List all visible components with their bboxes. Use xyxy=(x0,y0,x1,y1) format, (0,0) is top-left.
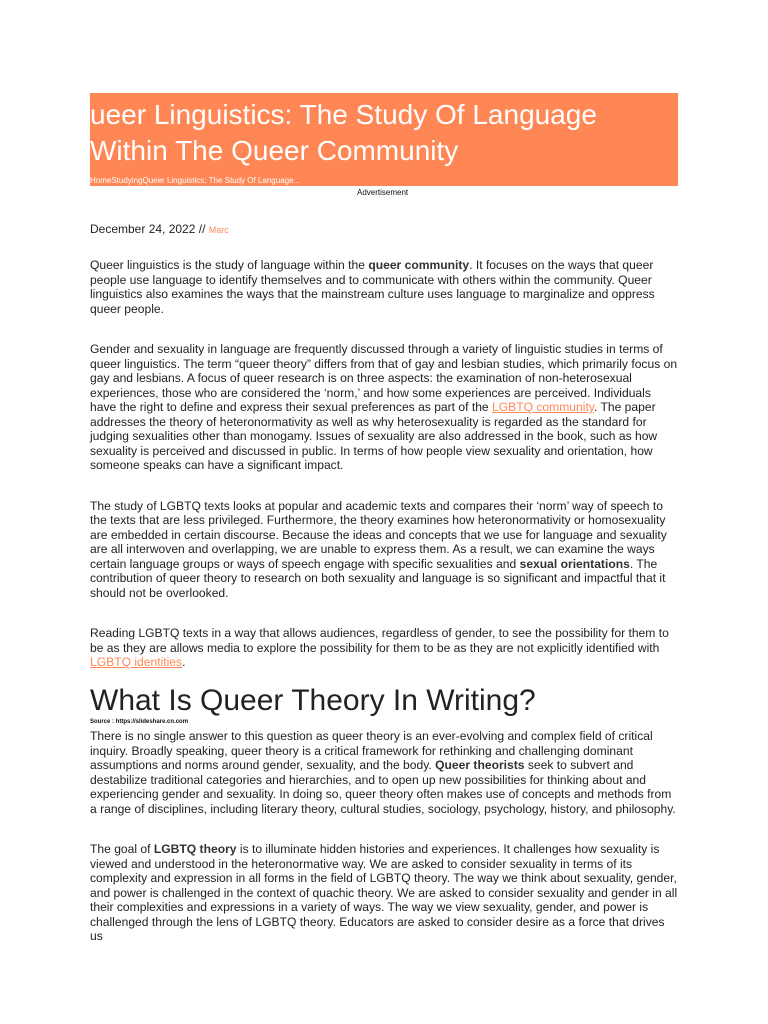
bold-term: queer community xyxy=(368,258,470,272)
paragraph-text: Queer linguistics is the study of language within the xyxy=(90,258,369,272)
paragraph-text: seek to subvert and destabilize traditional categories and hierarchies, and to open up new possibilities for thinking about and experiencing gender and sexuality. In doing so, queer theory often makes use of concepts and methods from a range of disciplines, including literary theory, cultural studies, sociology, psychology, history, and philosophy. xyxy=(90,758,676,816)
paragraph-text: . The contribution of queer theory to research on both sexuality and language is so significant and impactful that it should not be overlooked. xyxy=(90,556,666,600)
paragraph-text: . It focuses on the ways that queer people use language to identify themselves and to communicate with others within the community. Queer linguistics also examines the ways that the mainstream culture uses language to marginalize and oppress queer people. xyxy=(90,258,655,316)
author-link[interactable]: Marc xyxy=(208,225,229,235)
article-body-continued xyxy=(90,729,680,970)
image-source-caption: Source : https://slideshare.cn.com xyxy=(90,719,189,725)
paragraph-text: The goal of xyxy=(90,842,154,856)
breadcrumb-home-link[interactable]: Home xyxy=(90,176,112,185)
paragraph-text: The study of LGBTQ texts looks at popular and academic texts and compares their ‘norm’ way of speech to the texts that are less privileged. Furthermore, the theory examines how heteronormativity or homosexuality are embedded in certain discourse. Because the ideas and concepts that we use for language and sexuality are all interwoven and overlapping, we are unable to express them. As a result, we can examine the ways certain language groups or ways of speech engage with specific sexualities and xyxy=(90,498,667,571)
paragraph xyxy=(90,258,680,316)
paragraph-text: . The paper addresses the theory of heteronormativity as well as why heterosexuality is regarded as the standard for judging sexualities other than monogamy. Issues of sexuality are also addressed in the book, such as how sexuality is perceived and discussed in public. In terms of how people view sexuality and orientation, how someone speaks can have a significant impact. xyxy=(90,400,658,472)
post-date: December 24, 2022 // xyxy=(90,222,206,236)
paragraph xyxy=(90,342,680,473)
paragraph-text: Gender and sexuality in language are frequently discussed through a variety of linguistic studies in terms of queer linguistics. The term “queer theory” differs from that of gay and lesbian studies, which primarily focus on gay and lesbians. A focus of queer research is on three aspects: the examination of non-heterosexual experiences, those who are considered the ‘norm,’ and how some experiences are perceived. Individuals have the right to define and express their sexual preferences as part of the xyxy=(90,342,678,414)
post-meta xyxy=(90,222,229,236)
title-banner xyxy=(90,93,678,186)
page-title: ueer Linguistics: The Study Of Language Within The Queer Community xyxy=(90,99,597,166)
paragraph-text: Reading LGBTQ texts in a way that allows audiences, regardless of gender, to see the possibility for them to be as they are allows media to explore the possibility for them to be as they are not explicitly identified with xyxy=(90,626,669,655)
lgbtq-identities-link[interactable]: LGBTQ identities xyxy=(90,655,183,669)
paragraph xyxy=(90,842,680,944)
paragraph xyxy=(90,729,680,816)
breadcrumb-current: Queer Linguistics: The Study Of Language... xyxy=(142,176,301,185)
paragraph xyxy=(90,499,680,601)
bold-term: Queer theorists xyxy=(435,758,525,772)
breadcrumb xyxy=(90,176,300,186)
article-body xyxy=(90,258,680,696)
bold-term: LGBTQ theory xyxy=(153,842,237,856)
paragraph-text: . xyxy=(182,655,186,669)
bold-term: sexual orientations xyxy=(519,556,630,571)
breadcrumb-studying-link[interactable]: Studying xyxy=(111,176,143,185)
paragraph-text: There is no single answer to this question as queer theory is an ever-evolving and complex field of critical inquiry. Broadly speaking, queer theory is a critical framework for rethinking and challenging dominant assumptions and norms around gender, sexuality, and the body. xyxy=(90,729,653,772)
paragraph-text: is to illuminate hidden histories and experiences. It challenges how sexuality is viewed and understood in the heteronormative way. We are asked to consider sexuality in terms of its complexity and expression in all forms in the field of LGBTQ theory. The way we think about sexuality, gender, and power is challenged in the context of quachic theory. We are asked to consider sexuality and gender in all their complexities and expressions in a variety of ways. The way we view sexuality, gender, and power is challenged through the lens of LGBTQ theory. Educators are asked to consider desire as a force that drives us xyxy=(90,842,678,943)
lgbtq-community-link[interactable]: LGBTQ community xyxy=(492,400,594,414)
advertisement-label: Advertisement xyxy=(357,188,409,197)
paragraph xyxy=(90,626,680,670)
section-heading: What Is Queer Theory In Writing? xyxy=(90,684,536,717)
